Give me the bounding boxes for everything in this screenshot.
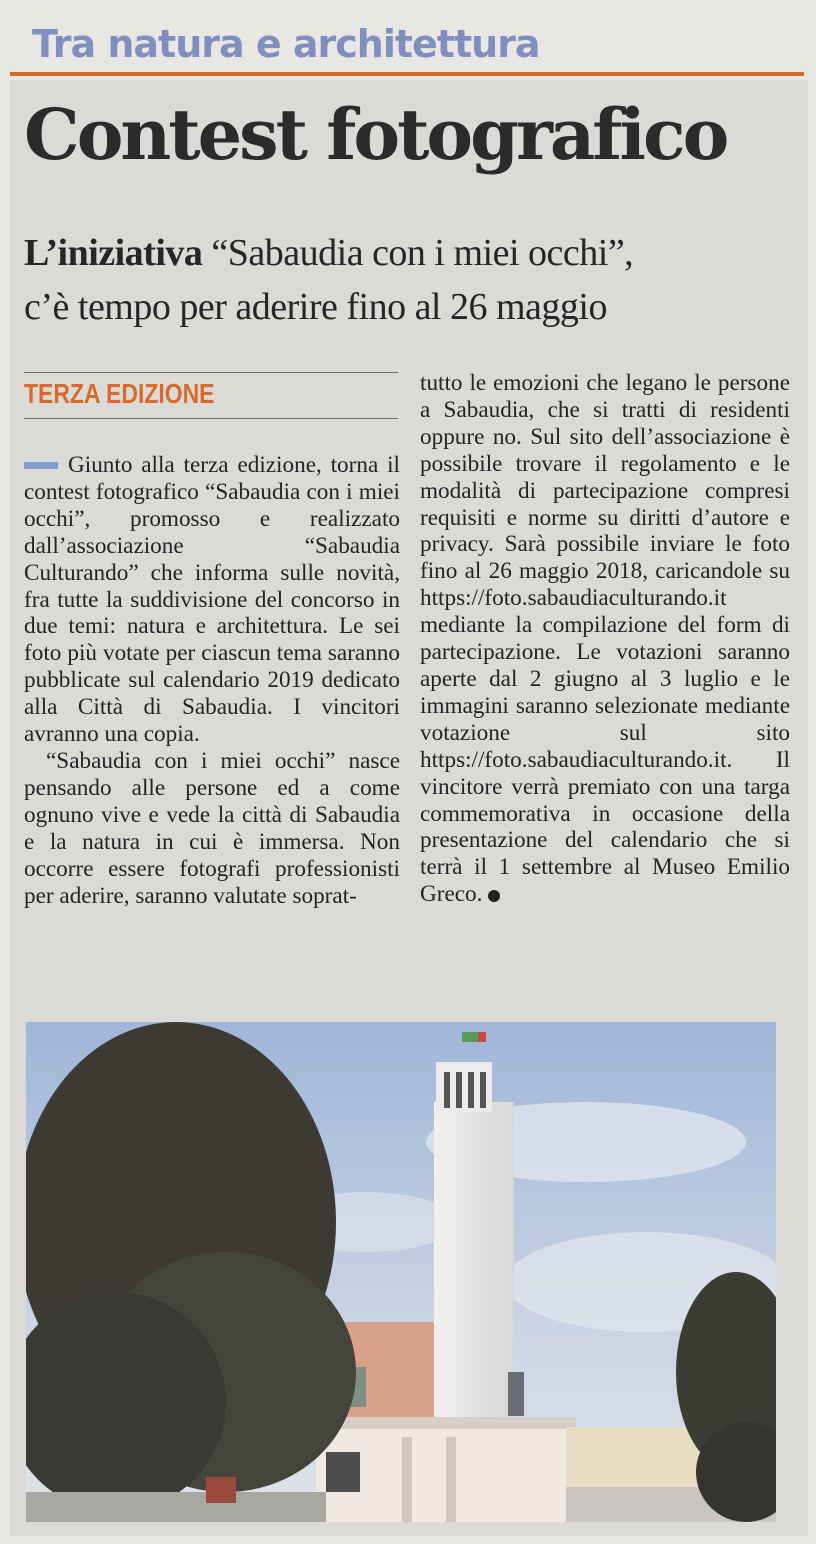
belfry-opening [444,1072,450,1108]
flag-stripe [478,1032,486,1042]
section-tag: Tra natura e architettura [32,22,540,66]
column [446,1437,456,1522]
portico-door [326,1452,360,1492]
belfry-opening [456,1072,462,1108]
tower-window [508,1372,524,1416]
kicker: TERZA EDIZIONE [24,378,215,409]
body-paragraph: “Sabaudia con i miei occhi” nasce pensando alle persone ed a come ognuno vive e vede la città di Sabaudia e la natura in cui è immersa. Non occorre essere fotografi professionisti per aderire, saranno valutate soprat- [24,747,400,909]
kicker-rule-top [24,372,398,373]
body-paragraph: Giunto alla terza edizione, torna il contest fotografico “Sabaudia con i miei occhi”, promosso e realizzato dall’associazione “Sabaudia Culturando” che informa sulle novità, fra tutte la suddivisione del concorso in due temi: natura e architettura. Le sei foto più votate per ciascun tema saranno pubblicate sul calendario 2019 dedicato alla Città di Sabaudia. I vincitori avranno una copia. [24,452,400,748]
subhead-line1: “Sabaudia con i miei occhi”, [202,232,634,274]
article-photo [26,1022,776,1522]
flag-icon [462,1032,478,1042]
ground [26,1492,326,1522]
planter [206,1477,236,1503]
body-paragraph-text: tutto le emozioni che legano le persone a Sabaudia, che si tratti di residenti oppure no. Sul sito dell’associazione è possibile trovare il regolamento e le modalità di partecipazione compresi requisiti e norme su diritti d’autore e privacy. Sarà possibile inviare le foto fino al 26 maggio 2018, caricandole su https://foto.sabaudiaculturando.it mediante la compilazione del form di partecipazione. Le votazioni saranno aperte dal 2 giugno al 3 luglio e le immagini saranno selezionate mediante votazione sul sito https://foto.sabaudiaculturando.it. Il vincitore verrà premiato con una targa commemorativa in occasione della presentazione del calendario che si terrà il 1 settembre al Museo Emilio Greco. [420,370,790,908]
end-mark-icon [488,890,500,902]
headline: Contest fotografico [24,93,727,176]
kicker-rule-bottom [24,418,398,419]
subhead-bold: L’iniziativa [24,232,203,274]
belfry-opening [480,1072,486,1108]
column [402,1437,412,1522]
section-rule [10,72,804,76]
body-column-left [24,452,400,909]
body-paragraph [420,370,790,908]
body-column-right [420,370,790,908]
subheadline [24,226,784,334]
portico-roof [316,1417,576,1429]
subhead-line2: c’è tempo per aderire fino al 26 maggio [24,286,607,328]
clock-tower [434,1102,514,1442]
belfry-opening [468,1072,474,1108]
photo-illustration [26,1022,776,1522]
